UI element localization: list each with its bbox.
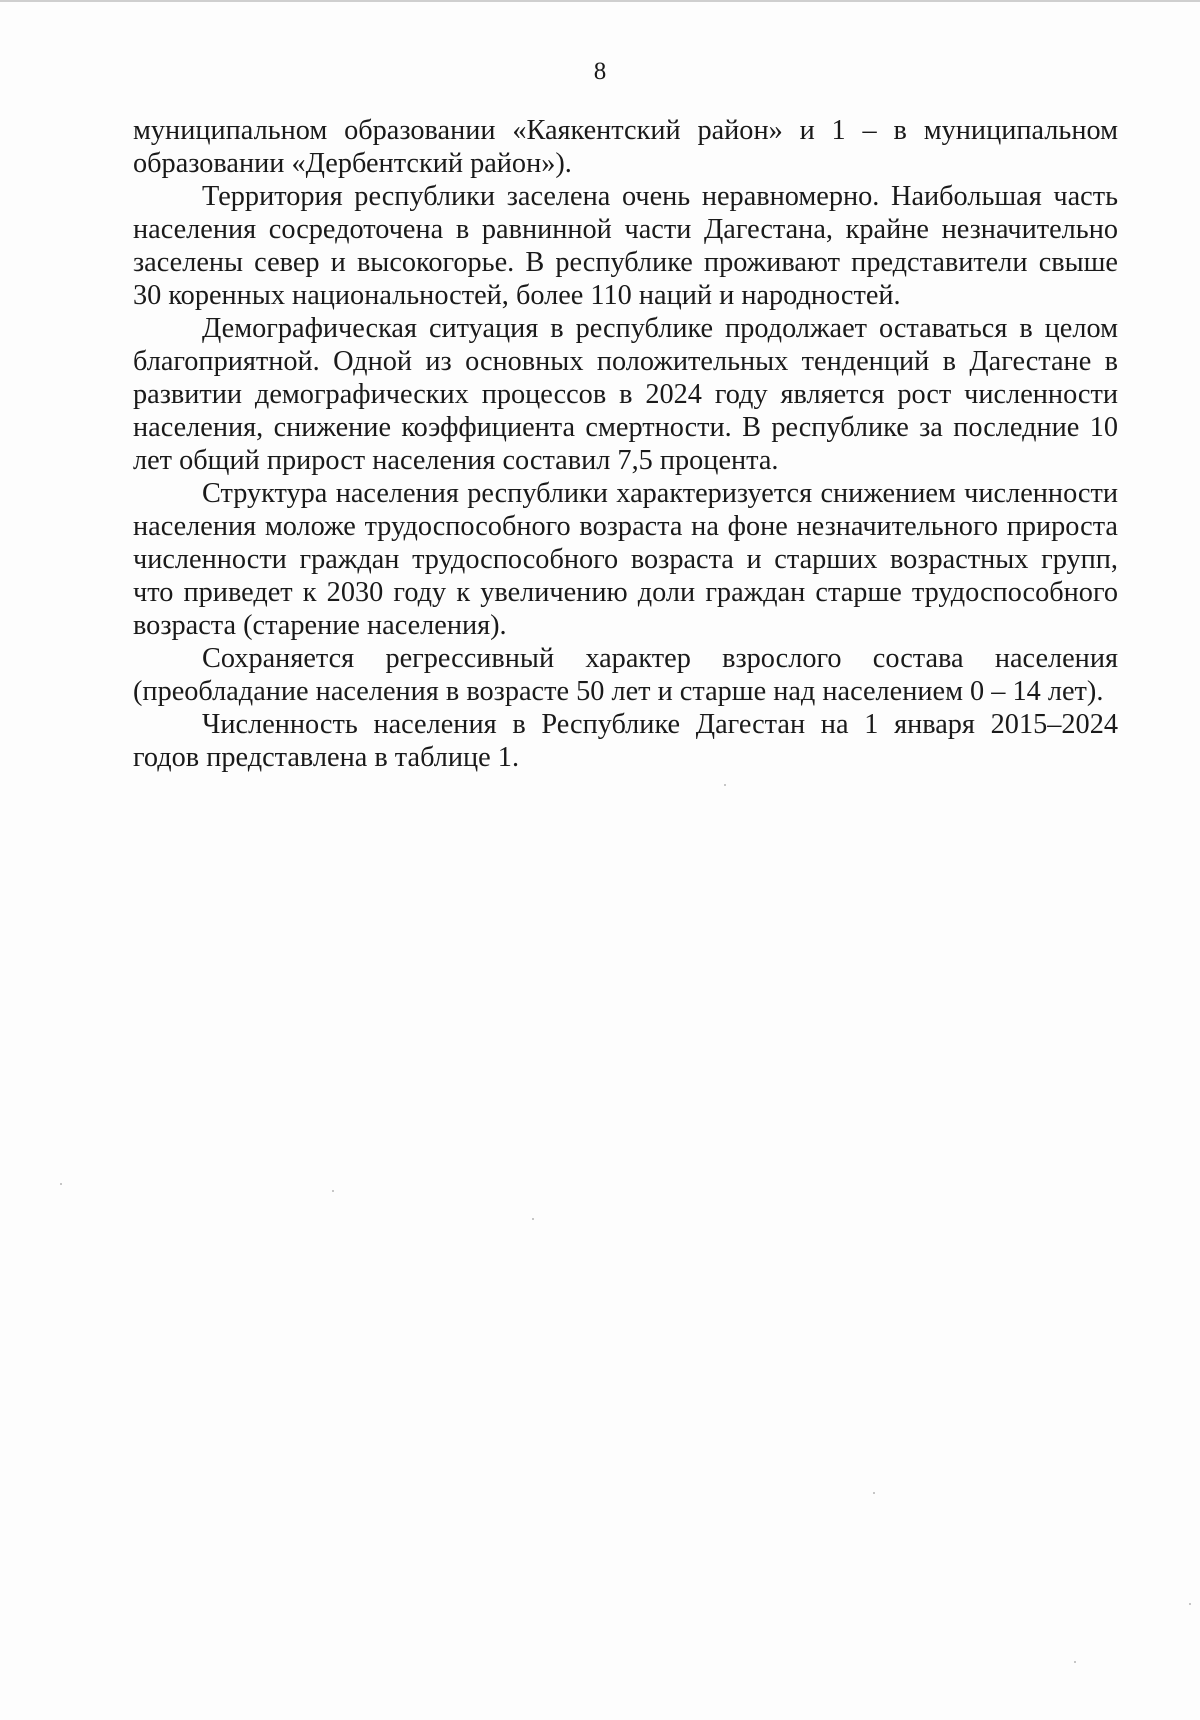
body-text: [133, 114, 1118, 774]
paragraph-population-structure: Структура населения республики характеризуется снижением численности населения моложе трудоспособного возраста на фоне незначительного прироста численности граждан трудоспособного возраста и старших возрастных групп, что приведет к 2030 году к увеличению доли граждан старше трудоспособного возраста (старение населения).: [133, 478, 1118, 641]
paragraph-demographic-situation: Демографическая ситуация в республике продолжает оставаться в целом благоприятной. Одной из основных положительных тенденций в Дагестане в развитии демографических процессов в 2024 году является рост численности населения, снижение коэффициента смертности. В республике за последние 10 лет общий прирост населения составил 7,5 процента.: [133, 313, 1118, 476]
scan-speck: [332, 1190, 334, 1192]
scan-speck: [724, 784, 726, 786]
scan-speck: [60, 1183, 62, 1185]
scan-speck: [1189, 1603, 1191, 1605]
scan-speck: [1074, 1661, 1076, 1663]
scan-speck: [873, 1492, 875, 1494]
scan-top-edge: [0, 0, 1200, 2]
paragraph-territory: Территория республики заселена очень неравномерно. Наибольшая часть населения сосредоточена в равнинной части Дагестана, крайне незначительно заселены север и высокогорье. В республике проживают представители свыше 30 коренных национальностей, более 110 наций и народностей.: [133, 181, 1118, 311]
paragraph-regressive-character: Сохраняется регрессивный характер взрослого состава населения (преобладание населения в возрасте 50 лет и старше над населением 0 – 14 лет).: [133, 643, 1118, 707]
scan-speck: [532, 1218, 534, 1220]
paragraph-continuation: муниципальном образовании «Каякентский район» и 1 – в муниципальном образовании «Дербентский район»).: [133, 115, 1118, 179]
paragraph-population-table-reference: Численность населения в Республике Дагестан на 1 января 2015–2024 годов представлена в таблице 1.: [133, 709, 1118, 773]
page-number: 8: [593, 58, 607, 85]
